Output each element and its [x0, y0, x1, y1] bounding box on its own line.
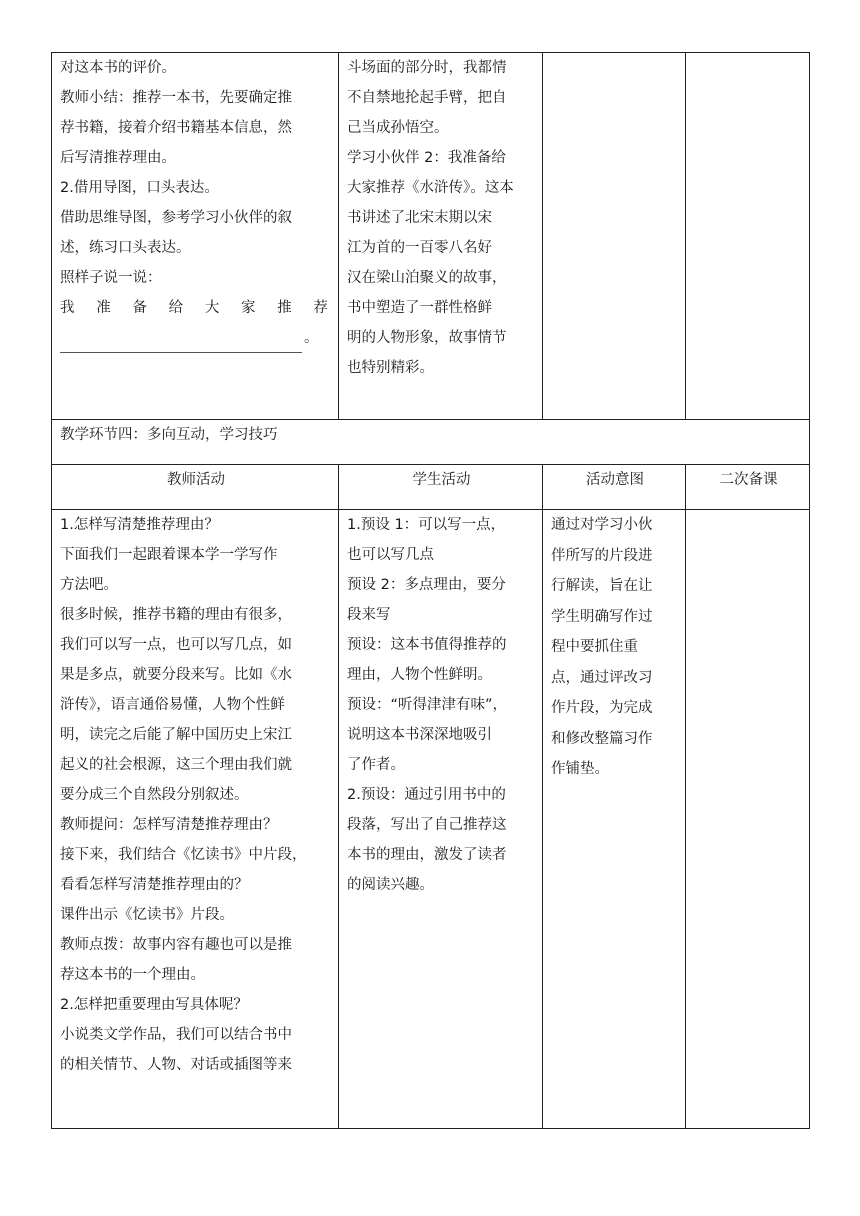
text-line: 预设：“听得津津有味”， [347, 697, 508, 713]
text-line: 荐这本书的一个理由。 [60, 967, 205, 983]
text-line: 明，读完之后能了解中国历史上宋江 [60, 727, 292, 743]
text-line: 斗场面的部分时，我都情 [347, 60, 507, 76]
text-line: 也特别精彩。 [347, 360, 434, 376]
header-second-prep: 二次备课 [686, 465, 810, 510]
second-prep-cell [686, 53, 810, 420]
text-line: 理由，人物个性鲜明。 [347, 667, 492, 683]
section-title: 教学环节四：多向互动，学习技巧 [52, 420, 810, 465]
header-activity-intent: 活动意图 [543, 465, 686, 510]
cell-text [347, 510, 536, 900]
text-line: 也可以写几点 [347, 547, 434, 563]
text-line: 段落，写出了自己推荐这 [347, 817, 507, 833]
text-line: 借助思维导图，参考学习小伙伴的叙 [60, 210, 292, 226]
text-line: 通过对学习小伙 [551, 517, 653, 533]
cell-text [60, 53, 332, 293]
text-line: 后写清推荐理由。 [60, 150, 176, 166]
text-line: 看看怎样写清楚推荐理由的？ [60, 877, 249, 893]
prompt-char: 给 [168, 300, 184, 316]
text-line: 果是多点，就要分段来写。比如《水 [60, 667, 292, 683]
text-line: 不自禁地抡起手臂，把自 [347, 90, 507, 106]
text-line: 的相关情节、人物、对话或插图等来 [60, 1057, 292, 1073]
text-line: 预设：这本书值得推荐的 [347, 637, 507, 653]
text-line: 2.借用导图，口头表达。 [60, 180, 219, 196]
text-line: 我们可以写一点，也可以写几点，如 [60, 637, 292, 653]
table-row [52, 510, 810, 1129]
header-student-activity: 学生活动 [339, 465, 543, 510]
text-line: 学生明确写作过 [551, 608, 653, 625]
cell-text [347, 53, 536, 383]
text-line: 教师小结：推荐一本书，先要确定推 [60, 90, 292, 106]
text-line: 己当成孙悟空。 [347, 120, 449, 136]
text-line: 汉在梁山泊聚义的故事， [347, 270, 507, 286]
text-line: 了作者。 [347, 757, 405, 773]
cell-text [551, 510, 679, 785]
fill-in-blank [60, 323, 332, 353]
header-teacher-activity: 教师活动 [52, 465, 339, 510]
text-line: 伴所写的片段进 [551, 547, 653, 564]
text-line: 大家推荐《水浒传》。这本 [347, 180, 514, 196]
text-line: 方法吧。 [60, 577, 118, 593]
text-line: 接下来，我们结合《忆读书》中片段， [60, 847, 307, 863]
student-activity-cell [339, 510, 543, 1129]
text-line: 下面我们一起跟着课本学一学写作 [60, 547, 278, 563]
cell-text [60, 510, 332, 1080]
lesson-plan-table [51, 52, 810, 1129]
text-line: 要分成三个自然段分别叙述。 [60, 787, 249, 803]
teacher-activity-cell [52, 53, 339, 420]
text-line: 起义的社会根源，这三个理由我们就 [60, 757, 292, 773]
section-row [52, 420, 810, 465]
text-line: 程中要抓住重 [551, 639, 638, 655]
text-line: 课件出示《忆读书》片段。 [60, 907, 234, 923]
intent-cell [543, 510, 686, 1129]
text-line: 预设 2：多点理由，要分 [347, 577, 506, 593]
prompt-char: 荐 [313, 300, 328, 316]
text-line: 行解读，旨在让 [551, 578, 653, 594]
text-line: 1.怎样写清楚推荐理由？ [60, 517, 219, 533]
prompt-char: 推 [277, 300, 292, 316]
text-line: 段来写 [347, 607, 391, 623]
text-line: 教师提问：怎样写清楚推荐理由？ [60, 817, 278, 833]
prompt-char: 备 [132, 300, 147, 316]
text-line: 小说类文学作品，我们可以结合书中 [60, 1027, 292, 1043]
text-line: 作片段，为完成 [551, 700, 653, 716]
text-line: 很多时候，推荐书籍的理由有很多， [60, 607, 292, 623]
text-line: 学习小伙伴 2：我准备给 [347, 150, 506, 166]
sentence-prompt [60, 293, 332, 323]
blank-underline [60, 330, 302, 353]
text-line: 1.预设 1：可以写一点， [347, 517, 506, 533]
text-line: 浒传》，语言通俗易懂，人物个性鲜 [60, 697, 285, 713]
header-row [52, 465, 810, 510]
text-line: 教师点拨：故事内容有趣也可以是推 [60, 937, 292, 953]
teacher-activity-cell [52, 510, 339, 1129]
text-line: 本书的理由，激发了读者 [347, 847, 507, 863]
text-line: 荐书籍，接着介绍书籍基本信息，然 [60, 120, 292, 136]
student-activity-cell [339, 53, 543, 420]
blank-end-punct: 。 [304, 330, 319, 346]
text-line: 的阅读兴趣。 [347, 877, 434, 893]
text-line: 作铺垫。 [551, 761, 609, 777]
text-line: 2.预设：通过引用书中的 [347, 787, 506, 803]
text-line: 点，通过评改习 [551, 669, 653, 686]
text-line: 江为首的一百零八名好 [347, 240, 492, 256]
text-line: 照样子说一说： [60, 270, 162, 286]
prompt-char: 准 [96, 300, 111, 316]
prompt-char: 大 [204, 300, 220, 316]
text-line: 2.怎样把重要理由写具体呢？ [60, 997, 248, 1013]
text-line: 说明这本书深深地吸引 [347, 727, 492, 743]
text-line: 书讲述了北宋末期以宋 [347, 210, 492, 226]
second-prep-cell [686, 510, 810, 1129]
text-line: 书中塑造了一群性格鲜 [347, 300, 492, 316]
text-line: 明的人物形象，故事情节 [347, 330, 507, 346]
text-line: 和修改整篇习作 [551, 730, 653, 747]
intent-cell [543, 53, 686, 420]
text-line: 述，练习口头表达。 [60, 240, 191, 256]
text-line: 对这本书的评价。 [60, 60, 176, 76]
table-row [52, 53, 810, 420]
prompt-char: 家 [241, 300, 256, 316]
prompt-char: 我 [60, 300, 75, 316]
